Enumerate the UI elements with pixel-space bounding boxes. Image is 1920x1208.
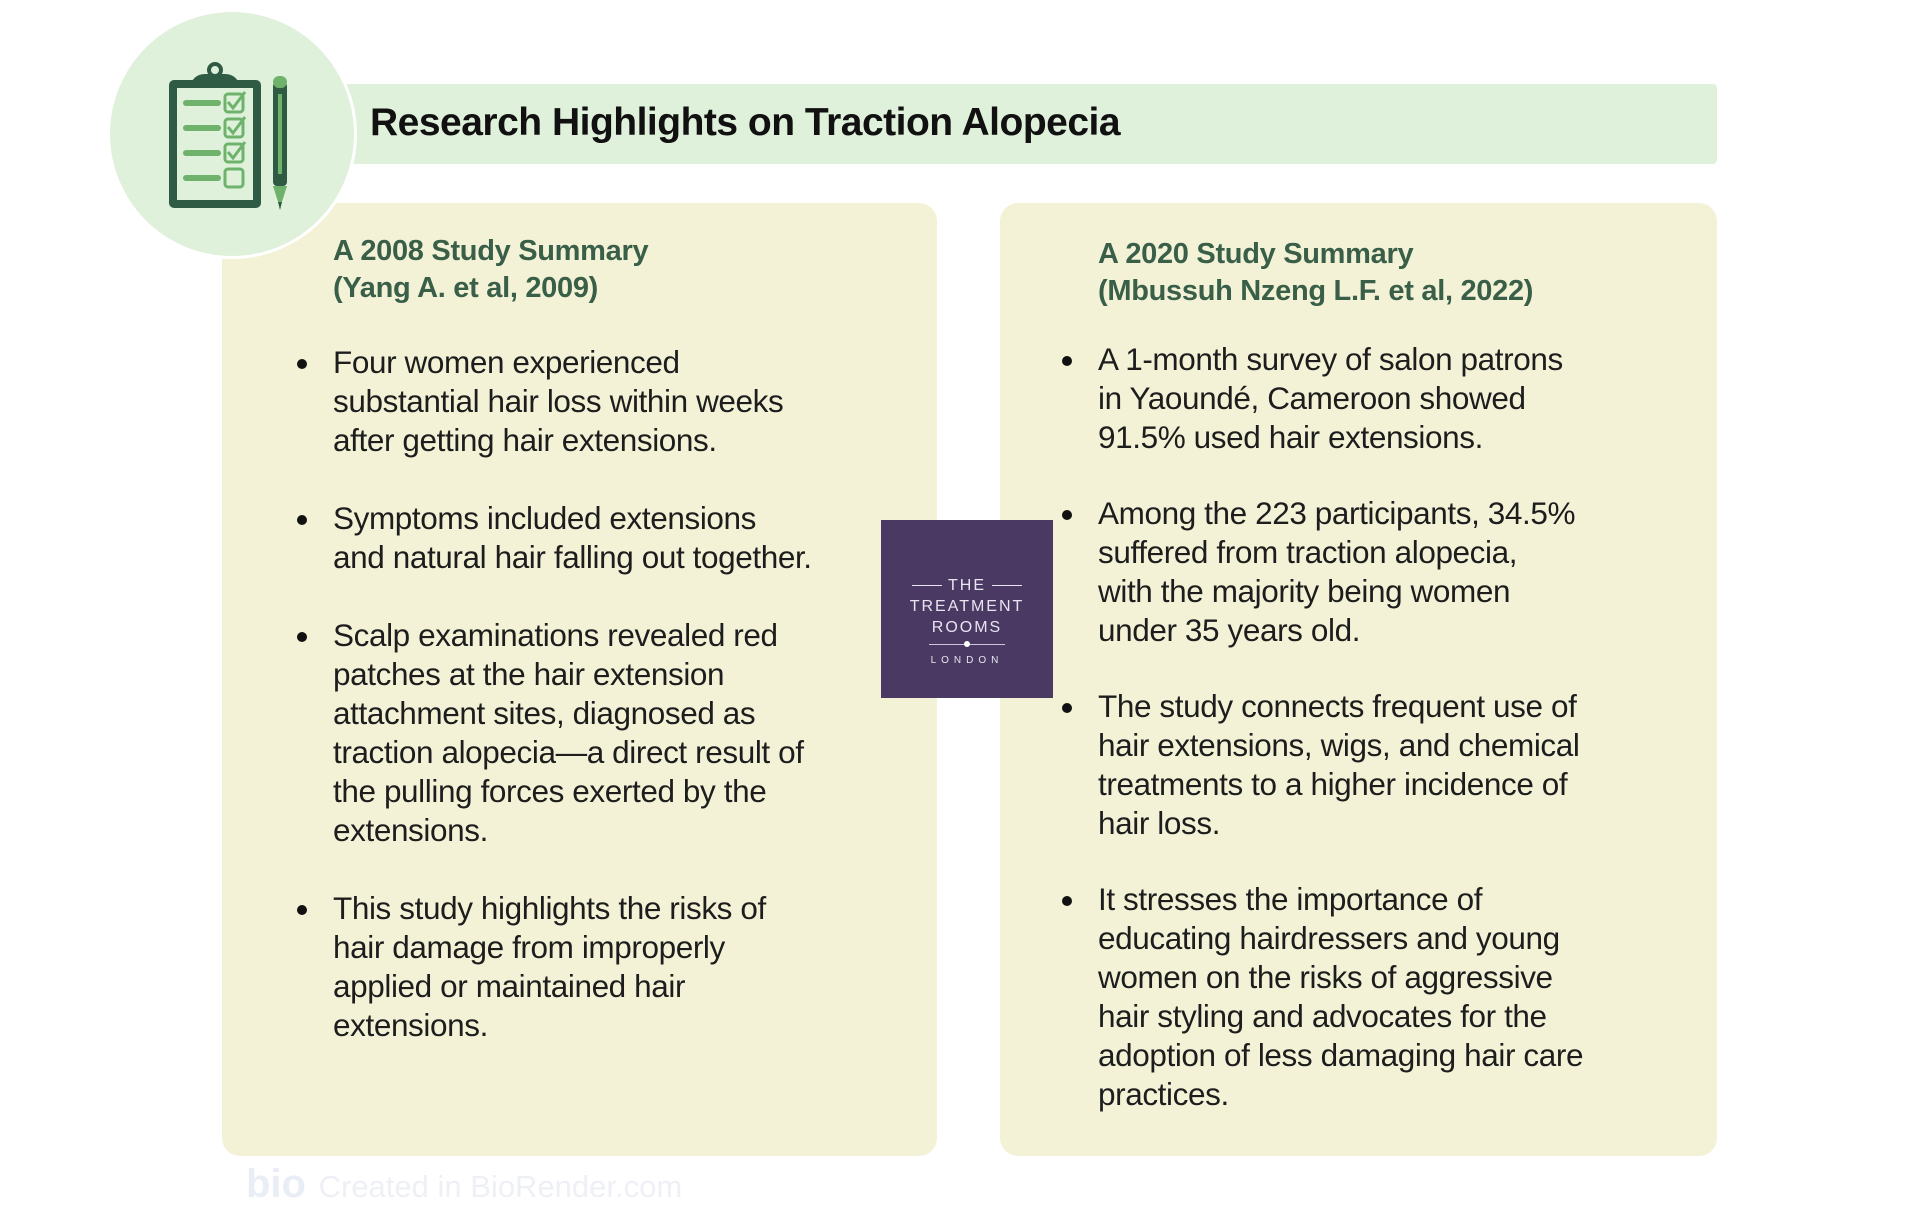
card-heading: A 2020 Study Summary (Mbussuh Nzeng L.F. et al, 2022) <box>1098 238 1534 307</box>
study-card-2008 <box>222 203 937 1156</box>
page-title: Research Highlights on Traction Alopecia <box>370 101 1121 144</box>
bullet-item: The study connects frequent use of hair extensions, wigs, and chemical treatments to a higher incidence of hair loss. <box>1098 687 1678 843</box>
bullet-dot-icon <box>1062 510 1072 520</box>
biorender-watermark <box>246 1162 682 1207</box>
bullet-item: Scalp examinations revealed red patches at the hair extension attachment sites, diagnosed as traction alopecia—a direct result of the pulling forces exerted by the extensions. <box>333 616 913 850</box>
bullet-dot-icon <box>297 515 307 525</box>
bullet-item: Among the 223 participants, 34.5% suffered from traction alopecia, with the majority being women under 35 years old. <box>1098 494 1678 650</box>
logo-divider-dot-icon <box>964 641 970 647</box>
bullet-item: It stresses the importance of educating hairdressers and young women on the risks of aggressive hair styling and advocates for the adoption of less damaging hair care practices. <box>1098 880 1678 1114</box>
card-heading: A 2008 Study Summary (Yang A. et al, 2009) <box>333 235 649 304</box>
watermark-text: Created in BioRender.com <box>318 1169 683 1204</box>
biorender-logo: bio <box>246 1162 306 1206</box>
bullet-dot-icon <box>297 905 307 915</box>
bullet-dot-icon <box>1062 356 1072 366</box>
icon-badge <box>110 12 354 256</box>
bullet-dot-icon <box>1062 703 1072 713</box>
bullet-list <box>333 343 913 1045</box>
bullet-dot-icon <box>297 632 307 642</box>
bullet-item: Symptoms included extensions and natural hair falling out together. <box>333 499 913 577</box>
bullet-item: A 1-month survey of salon patrons in Yaoundé, Cameroon showed 91.5% used hair extensions. <box>1098 340 1678 457</box>
bullet-dot-icon <box>1062 896 1072 906</box>
bullet-item: This study highlights the risks of hair damage from improperly applied or maintained hair extensions. <box>333 889 913 1045</box>
bullet-list <box>1098 340 1678 1114</box>
bullet-item: Four women experienced substantial hair loss within weeks after getting hair extensions. <box>333 343 913 460</box>
study-card-2020 <box>1000 203 1717 1156</box>
clipboard-checklist-icon <box>165 62 295 212</box>
treatment-rooms-logo: THE TREATMENT ROOMS LONDON <box>881 520 1053 698</box>
bullet-dot-icon <box>297 359 307 369</box>
